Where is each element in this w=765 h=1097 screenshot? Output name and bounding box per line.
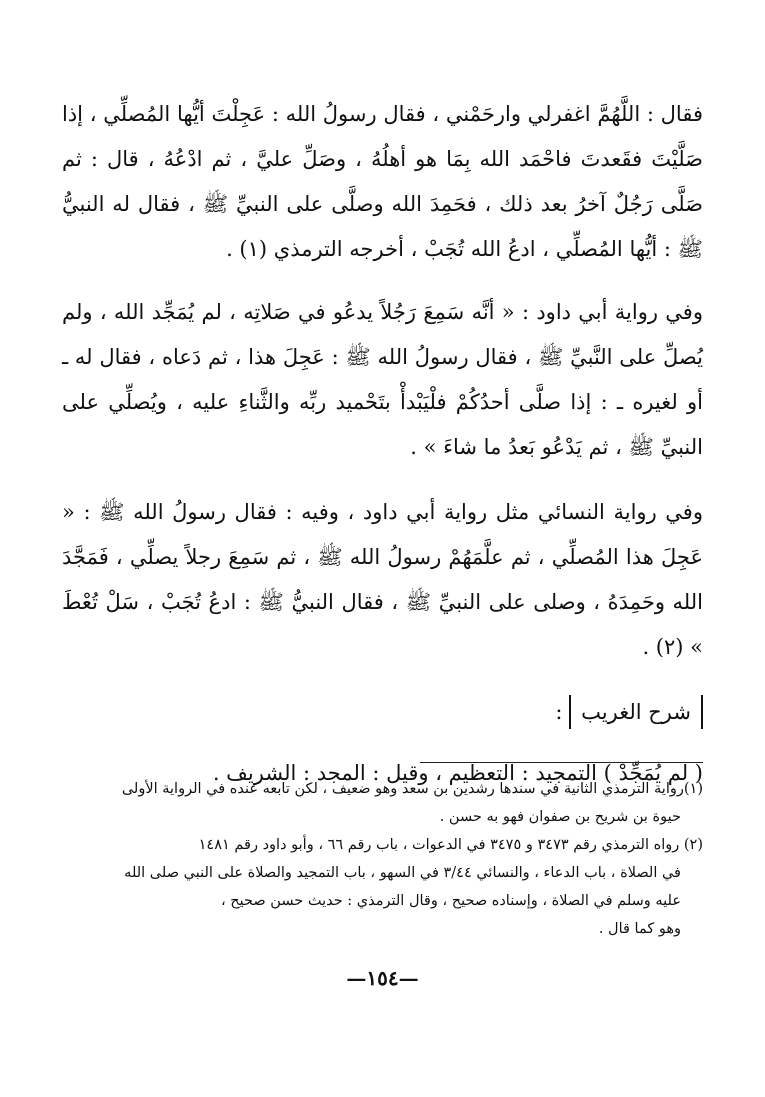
footnote-2-text-2: في الصلاة ، باب الدعاء ، والنسائي ٣/٤٤ في السهو ، باب التمجيد والصلاة على النبي صلى الله	[124, 865, 681, 881]
footnote-1-number: (١)	[683, 781, 703, 797]
section-heading-colon: :	[555, 700, 563, 724]
footnote-2-text-3: عليه وسلم في الصلاة ، وإسناده صحيح ، وقال الترمذي : حديث حسن صحيح ،	[220, 893, 681, 909]
paragraph-2: وفي رواية أبي داود : « أنَّه سَمِعَ رَجُلاً يدعُو في صَلاتِه ، لم يُمَجِّد الله ، ولم يُصلِّ على النَّبيِّ ﷺ ، فقال رسولُ الله ﷺ : عَجِلَ هذا ، ثم دَعاه ، فقال له ـ أو لغيره ـ : إذا صلَّى أحدُكُمْ فلْيَبْدأْ بتَحْميد ربِّه والثَّناءِ عليه ، ويُصلِّي على النبيِّ ﷺ ، ثم يَدْعُو بَعدُ ما شاءَ » .	[62, 300, 703, 459]
gloss-entry: ( لم يُمَجِّدْ ) التمجيد : التعظيم ، وقيل : المجد : الشريف .	[212, 761, 703, 785]
section-heading-text: شرح الغريب	[581, 700, 691, 724]
main-text	[62, 92, 703, 816]
paragraph-1: فقال : اللَّهُمَّ اغفرلي وارحَمْني ، فقال رسولُ الله : عَجِلْتَ أيُّها المُصلِّي ، إذا صَلَّيْتَ فقَعدتَ فاحْمَد الله بِمَا هو أهلُهُ ، وصَلِّ عليَّ ، ثم ادْعُهُ ، قال : ثم صَلَّى رَجُلٌ آخرُ بعد ذلك ، فحَمِدَ الله وصلَّى على النبيِّ ﷺ ، فقال له النبيُّ ﷺ : أيُّها المُصلِّي ، ادعُ الله تُجَبْ ، أخرجه الترمذي (١) .	[62, 102, 703, 261]
section-heading-row	[62, 690, 703, 743]
footnote-1-line-1	[60, 775, 703, 803]
footnote-2-line-1	[60, 831, 703, 859]
footnote-2-text-4: وهو كما قال .	[598, 921, 681, 937]
footnote-2-number: (٢)	[683, 837, 703, 853]
footnotes	[60, 775, 703, 943]
paragraph-3: وفي رواية النسائي مثل رواية أبي داود ، وفيه : فقال رسولُ الله ﷺ : « عَجِلَ هذا المُصلِّي ، ثم علَّمَهُمْ رسولُ الله ﷺ ، ثم سَمِعَ رجلاً يصلِّي ، فَمَجَّدَ الله وحَمِدَهُ ، وصلى على النبيِّ ﷺ ، فقال النبيُّ ﷺ : ادعُ تُجَبْ ، سَلْ تُعْطَ » (٢) .	[62, 500, 703, 659]
footnote-2-text-1: رواه الترمذي رقم ٣٤٧٣ و ٣٤٧٥ في الدعوات ، باب رقم ٦٦ ، وأبو داود رقم ١٤٨١	[198, 837, 680, 853]
footnote-1-text-1: رواية الترمذي الثانية في سندها رشدين بن سعد وهو ضعيف ، لكن تابعه عنده في الرواية الأولى	[121, 781, 684, 797]
footnote-1-text-2: حيوة بن شريح بن صفوان فهو به حسن .	[439, 809, 681, 825]
section-heading	[569, 695, 703, 729]
page-number: —١٥٤—	[346, 966, 419, 990]
footnote-divider	[420, 762, 703, 763]
